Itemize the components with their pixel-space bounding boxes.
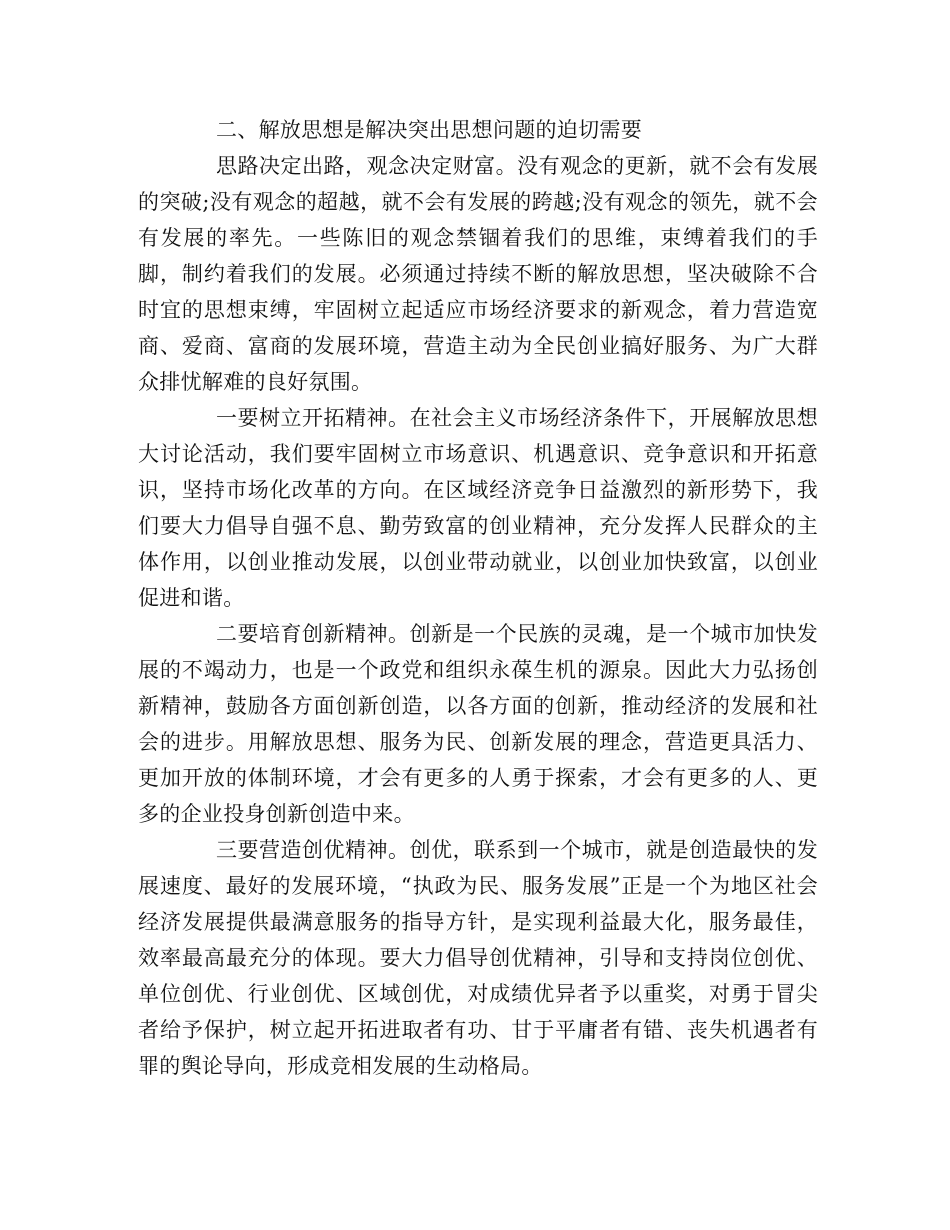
paragraph-innovation-spirit: 二要培育创新精神。创新是一个民族的灵魂，是一个城市加快发展的不竭动力，也是一个政党和组织永葆生机的源泉。因此大力弘扬创新精神，鼓励各方面创新创造，以各方面的创新，推动经济的发展和社会的进步。用解放思想、服务为民、创新发展的理念，营造更具活力、更加开放的体制环境，才会有更多的人勇于探索，才会有更多的人、更多的企业投身创新创造中来。: [138, 622, 818, 826]
paragraph-pioneering-spirit: 一要树立开拓精神。在社会主义市场经济条件下，开展解放思想大讨论活动，我们要牢固树立市场意识、机遇意识、竞争意识和开拓意识，坚持市场化改革的方向。在区域经济竞争日益激烈的新形势下，我们要大力倡导自强不息、勤劳致富的创业精神，充分发挥人民群众的主体作用，以创业推动发展，以创业带动就业，以创业加快致富，以创业促进和谐。: [138, 406, 818, 610]
paragraph-intro: 思路决定出路，观念决定财富。没有观念的更新，就不会有发展的突破;没有观念的超越，就不会有发展的跨越;没有观念的领先，就不会有发展的率先。一些陈旧的观念禁锢着我们的思维，束缚着我们的手脚，制约着我们的发展。必须通过持续不断的解放思想，坚决破除不合时宜的思想束缚，牢固树立起适应市场经济要求的新观念，着力营造宽商、爱商、富商的发展环境，营造主动为全民创业搞好服务、为广大群众排忧解难的良好氛围。: [138, 154, 818, 394]
paragraph-excellence-spirit: 三要营造创优精神。创优，联系到一个城市，就是创造最快的发展速度、最好的发展环境，“执政为民、服务发展”正是一个为地区社会经济发展提供最满意服务的指导方针，是实现利益最大化，服务最佳，效率最高最充分的体现。要大力倡导创优精神，引导和支持岗位创优、单位创优、行业创优、区域创优，对成绩优异者予以重奖，对勇于冒尖者给予保护，树立起开拓进取者有功、甘于平庸者有错、丧失机遇者有罪的舆论导向，形成竞相发展的生动格局。: [138, 838, 818, 1078]
document-body: [138, 112, 818, 1084]
section-heading: 二、解放思想是解决突出思想问题的迫切需要: [216, 118, 642, 142]
